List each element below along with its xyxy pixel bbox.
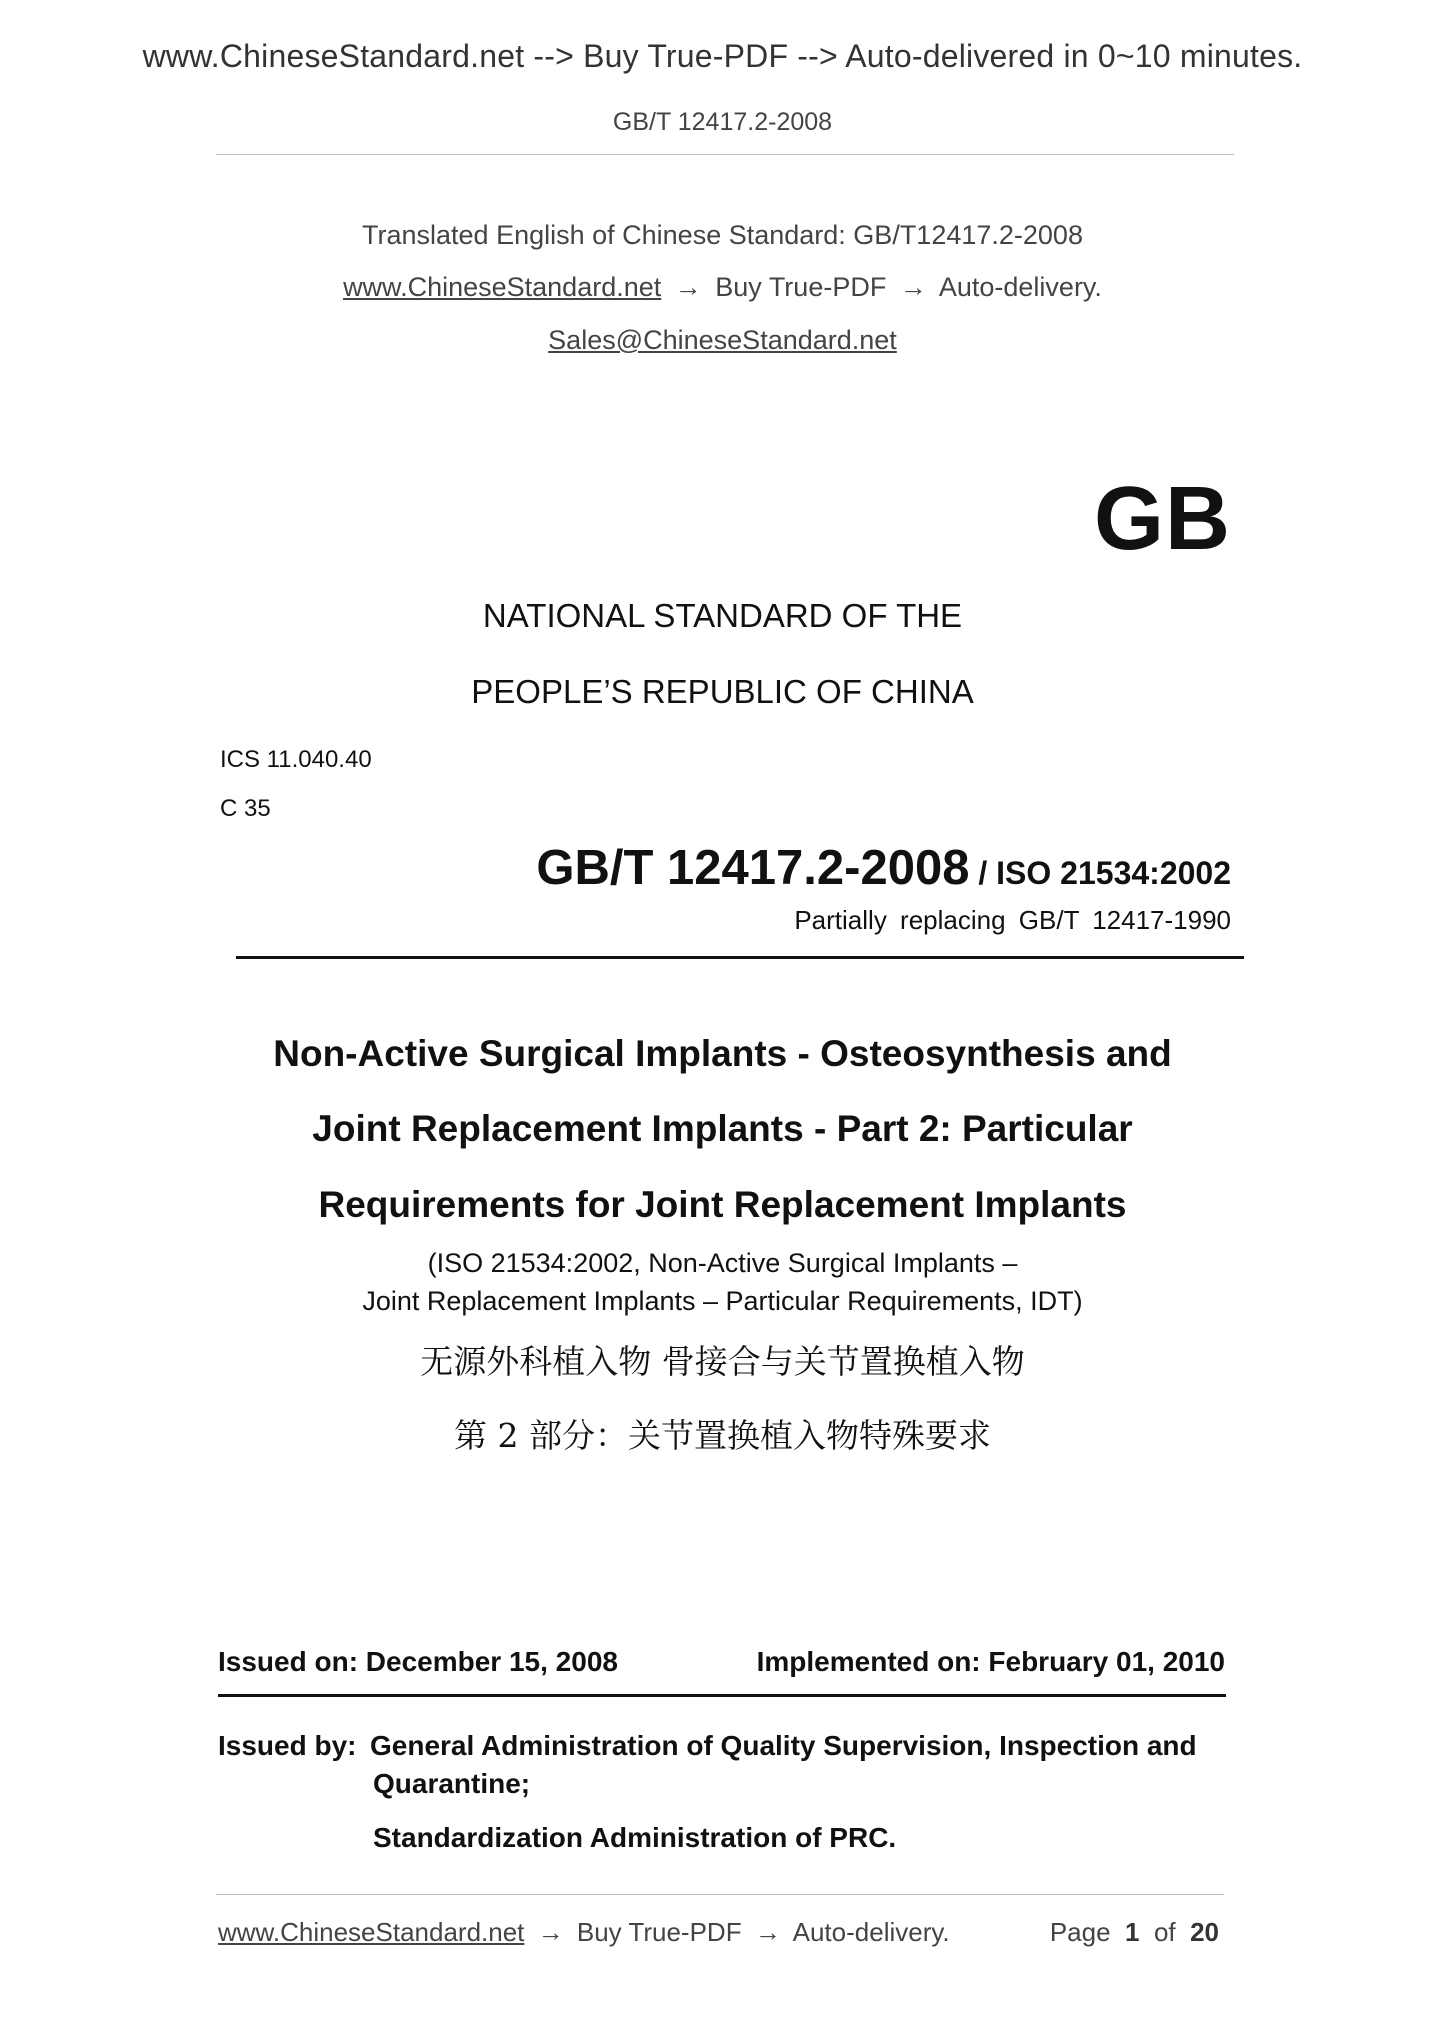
footer-auto-text: Auto-delivery. <box>792 1917 950 1947</box>
footer-store-line <box>218 1917 950 1948</box>
of-label: of <box>1153 1917 1176 1947</box>
title-divider <box>236 956 1244 959</box>
iso-equivalence-line-2: Joint Replacement Implants – Particular Requirements, IDT) <box>362 1286 1083 1316</box>
page-total: 20 <box>1190 1917 1219 1947</box>
store-auto-text: Auto-delivery. <box>938 272 1102 302</box>
standard-number-main: GB/T 12417.2-2008 <box>536 841 970 895</box>
standard-number <box>536 840 1231 896</box>
replacing-note: Partially replacing GB/T 12417-1990 <box>794 905 1231 935</box>
store-link[interactable]: www.ChineseStandard.net <box>343 272 662 302</box>
ics-code: ICS 11.040.40 <box>220 746 372 773</box>
right-arrow-icon: → <box>754 1917 781 1947</box>
header-standard-code: GB/T 12417.2-2008 <box>612 108 833 136</box>
top-banner: www.ChineseStandard.net --> Buy True-PDF --> Auto-delivered in 0~10 minutes. <box>142 38 1303 74</box>
page-indicator <box>1050 1917 1219 1948</box>
iso-reference: / ISO 21534:2002 <box>969 855 1231 891</box>
footer-store-link[interactable]: www.ChineseStandard.net <box>218 1917 525 1947</box>
ccs-code: C 35 <box>220 795 271 822</box>
title-line-1: Non-Active Surgical Implants - Osteosynthesis and <box>273 1033 1172 1074</box>
chinese-title-line-1: 无源外科植入物 骨接合与关节置换植入物 <box>420 1342 1025 1381</box>
issuer-line-1: General Administration of Quality Supervision, Inspection and <box>370 1730 1197 1761</box>
implemented-on-date: Implemented on: February 01, 2010 <box>756 1646 1225 1677</box>
national-standard-line2: PEOPLE’S REPUBLIC OF CHINA <box>471 673 974 710</box>
right-arrow-icon: → <box>537 1917 564 1947</box>
chinese-title-line-2: 第 2 部分：关节置换植入物特殊要求 <box>454 1416 991 1455</box>
right-arrow-icon: → <box>674 272 702 302</box>
sales-email-link[interactable]: Sales@ChineseStandard.net <box>548 325 897 355</box>
page-label: Page <box>1049 1917 1111 1947</box>
footer-divider <box>216 1894 1224 1895</box>
gb-logo: GB <box>1094 469 1231 569</box>
header-divider <box>216 154 1234 155</box>
store-buy-text: Buy True-PDF <box>715 272 887 302</box>
title-line-2: Joint Replacement Implants - Part 2: Particular <box>312 1108 1133 1149</box>
translated-note: Translated English of Chinese Standard: GB/T12417.2-2008 <box>362 220 1083 250</box>
title-line-3: Requirements for Joint Replacement Implants <box>318 1184 1127 1225</box>
footer-buy-text: Buy True-PDF <box>576 1917 742 1947</box>
issued-by-label: Issued by: <box>218 1730 357 1761</box>
issuer-line-2: Quarantine; <box>373 1768 531 1799</box>
store-line <box>0 272 1445 303</box>
sales-line <box>0 325 1445 356</box>
right-arrow-icon: → <box>899 272 927 302</box>
dates-divider <box>218 1694 1226 1697</box>
page-number: 1 <box>1125 1917 1140 1947</box>
issued-on-date: Issued on: December 15, 2008 <box>218 1646 618 1677</box>
national-standard-line1: NATIONAL STANDARD OF THE <box>482 597 963 634</box>
iso-equivalence-line-1: (ISO 21534:2002, Non-Active Surgical Implants – <box>427 1248 1018 1278</box>
issuer-line-3: Standardization Administration of PRC. <box>373 1822 897 1853</box>
